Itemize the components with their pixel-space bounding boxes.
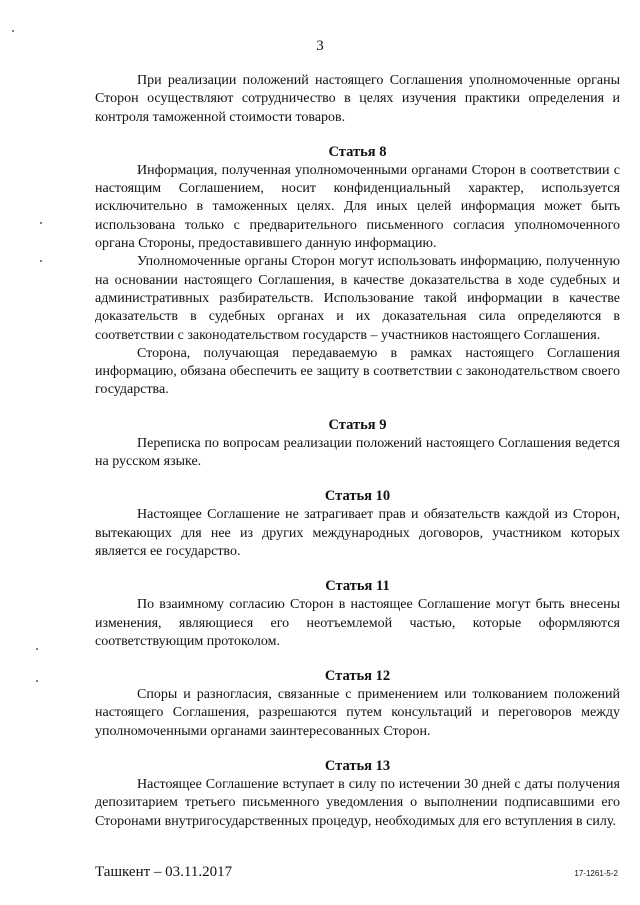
article-8 <box>95 143 620 400</box>
article-12 <box>95 667 620 741</box>
intro-block <box>95 72 620 127</box>
article-10 <box>95 487 620 561</box>
article-title: Статья 11 <box>325 578 390 595</box>
page-number: 3 <box>316 38 324 54</box>
article-paragraph: Информация, полученная уполномоченными органами Сторон в соответствии с настоящим Соглашением, носит конфиденциальный характер, используется исключительно в таможенных целях. Для иных целей информация может быть использована только с предварительного письменного согласия уполномоченного органа Стороны, предоставившего данную информацию. <box>95 162 620 252</box>
scan-speck <box>36 680 38 682</box>
article-paragraph: Переписка по вопросам реализации положений настоящего Соглашения ведется на русском языке. <box>95 435 620 470</box>
intro-paragraph: При реализации положений настоящего Соглашения уполномоченные органы Сторон осуществляют сотрудничество в целях изучения практики определения и контроля таможенной стоимости товаров. <box>95 73 620 125</box>
article-title: Статья 8 <box>328 143 387 160</box>
scan-speck <box>36 648 38 650</box>
article-9 <box>95 416 620 472</box>
article-paragraph: Споры и разногласия, связанные с применением или толкованием положений настоящего Соглашения, разрешаются путем консультаций и переговоров между уполномоченными органами заинтересованных Сторон. <box>95 687 620 739</box>
article-paragraph: Настоящее Соглашение вступает в силу по истечении 30 дней с даты получения депозитарием третьего письменного уведомления о выполнении подписавшими его Сторонами внутригосударственных процедур, необходимых для его вступления в силу. <box>95 777 620 829</box>
article-paragraph: Настоящее Соглашение не затрагивает прав и обязательств каждой из Сторон, вытекающих для нее из других международных договоров, участником которых является ее государство. <box>95 507 620 559</box>
scan-speck <box>40 222 42 224</box>
article-title: Статья 9 <box>328 416 387 433</box>
article-13 <box>95 757 620 831</box>
scan-speck <box>40 260 42 262</box>
article-11 <box>95 577 620 651</box>
document-code: 17-1261-5-2 <box>574 869 618 878</box>
signing-place-date: Ташкент – 03.11.2017 <box>95 864 233 880</box>
document-body <box>95 72 620 847</box>
article-paragraph: По взаимному согласию Сторон в настоящее Соглашение могут быть внесены изменения, являющиеся его неотъемлемой частью, которые оформляются соответствующим протоколом. <box>95 597 620 649</box>
scan-speck <box>12 30 14 32</box>
article-paragraph: Уполномоченные органы Сторон могут использовать информацию, полученную на основании настоящего Соглашения, в качестве доказательства в ходе судебных и административных разбирательств. Использование такой информации в качестве доказательств в судебных органах и их доказательная сила определяются в соответствии с законодательством государств – участников настоящего Соглашения. <box>95 254 620 343</box>
article-title: Статья 10 <box>324 488 391 505</box>
article-paragraph: Сторона, получающая передаваемую в рамках настоящего Соглашения информацию, обязана обеспечить ее защиту в соответствии с законодательством своего государства. <box>95 345 620 398</box>
article-title: Статья 13 <box>324 758 391 775</box>
article-title: Статья 12 <box>324 668 391 685</box>
